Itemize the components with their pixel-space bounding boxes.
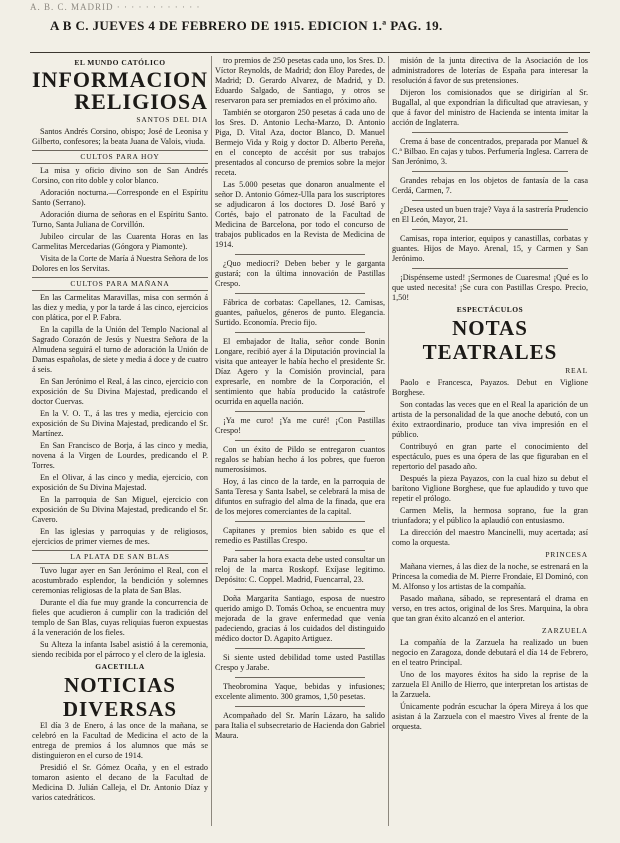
column-3 bbox=[392, 56, 588, 836]
paragraph: En San Jerónimo el Real, á las cinco, ejercicio con exposición de Su Divina Majestad, predicando el doctor Cuervas. bbox=[32, 377, 208, 406]
paragraph: Son contadas las veces que en el Real la aparición de un artista de la personalidad de la que anoche debutó, con un éxito extraordinario, produce tan viva impresión en el público. bbox=[392, 400, 588, 439]
running-title: A B C. JUEVES 4 DE FEBRERO DE 1915. EDICION 1.ª PAG. 19. bbox=[50, 18, 443, 33]
paragraph: Mañana viernes, á las diez de la noche, se estrenará en la Princesa la comedia de M. Pierre Frondaie, El Dominó, con M. Alfonso y los artistas de la compañía. bbox=[392, 562, 588, 591]
paragraph: En las Carmelitas Maravillas, misa con sermón á las diez y media, y por la tarde á las cinco, ejercicios con plática, por el P. Fabra. bbox=[32, 293, 208, 322]
paragraph: El día 3 de Enero, á las once de la mañana, se celebró en la Facultad de Medicina el acto de la entrega de premios á los alumnos que más se distinguieron en el curso de 1914. bbox=[32, 721, 208, 760]
advert-paragraph: Camisas, ropa interior, equipos y canastillas, corbatas y guantes. Hijos de Mayo. Arenal, 15, y Carmen y San Jerónimo. bbox=[392, 234, 588, 263]
paragraph: Dijeron los comisionados que se dirigirían al Sr. Bugallal, al que expondrían la dificultad que atraviesan, y que á favor del ministro de Hacienda se intenta imitar la acción de Inglaterra. bbox=[392, 88, 588, 127]
separator bbox=[235, 589, 365, 590]
advert-paragraph: ¡Ya me curo! ¡Ya me curé! ¡Con Pastillas Crespo! bbox=[215, 416, 385, 435]
advert-paragraph: Crema á base de concentrados, preparada por Manuel & C.ª Bilbao. En cajas y tubos. Perfumería Inglesa. Carrera de San Jerónimo, 3. bbox=[392, 137, 588, 166]
separator bbox=[412, 132, 568, 133]
paragraph: Pasado mañana, sábado, se representará el drama en verso, en tres actos, original de los Sres. Marquina, la obra que tan gran éxito alcanzó en el anterior. bbox=[392, 594, 588, 623]
paragraph: Doña Margarita Santiago, esposa de nuestro querido amigo D. Tomás Ochoa, se encuentra muy mejorada de la grave enfermedad que venía padeciendo, gracias á los cuidados del distinguido médico doctor D. Agapito Artiguez. bbox=[215, 594, 385, 643]
column-divider-2 bbox=[388, 56, 389, 826]
paragraph: Acompañado del Sr. Marín Lázaro, ha salido para Italia el subsecretario de Hacienda don Gabriel Maura. bbox=[215, 711, 385, 740]
header-rule bbox=[30, 52, 590, 53]
paragraph: misión de la junta directiva de la Asociación de los administradores de loterías de España para interesar la resolución á favor de sus pretensiones. bbox=[392, 56, 588, 85]
paragraph: Hoy, á las cinco de la tarde, en la parroquia de Santa Teresa y Santa Isabel, se celebrará la misa de difuntos en sufragio del alma de la finada, que era de los mejores comerciantes de la capital. bbox=[215, 477, 385, 516]
paragraph: Santos Andrés Corsino, obispo; José de Leonisa y Gilberto, confesores; la beata Juana de Valois, viuda. bbox=[32, 127, 208, 146]
separator bbox=[235, 521, 365, 522]
paragraph: Con un éxito de Pildo se entregaron cuantos regalos se habían hecho á los pobres, que fueron numerosísimos. bbox=[215, 445, 385, 474]
separator bbox=[235, 440, 365, 441]
paragraph: La compañía de la Zarzuela ha realizado un buen negocio en Zaragoza, donde debutará el día 14 de Febrero, en el teatro Principal. bbox=[392, 638, 588, 667]
separator bbox=[235, 254, 365, 255]
paragraph: Adoración diurna de señoras en el Espíritu Santo. Turno, Santa Juliana de Corvillón. bbox=[32, 210, 208, 229]
section-kicker-espectaculos: ESPECTÁCULOS bbox=[456, 305, 524, 314]
separator bbox=[235, 677, 365, 678]
paragraph: Contribuyó en gran parte el conocimiento del espectáculo, pues es una ópera de las que figuraban en el repertorio del pasado año. bbox=[392, 442, 588, 471]
separator bbox=[235, 550, 365, 551]
paragraph: En las iglesias y parroquias y de religiosos, ejercicios de primer viernes de mes. bbox=[32, 527, 208, 546]
paragraph: Jubileo circular de las Cuarenta Horas en las Carmelitas Mercedarias (Góngora y Piamonte). bbox=[32, 232, 208, 251]
separator bbox=[412, 229, 568, 230]
column-2 bbox=[215, 56, 385, 836]
separator bbox=[412, 200, 568, 201]
section-kicker-gacetilla: GACETILLA bbox=[95, 662, 145, 671]
advert-paragraph: Theobromina Yaque, bebidas y infusiones; excelente alimento. 300 gramos, 1,50 pesetas. bbox=[215, 682, 385, 701]
paragraph: Adoración nocturna.—Corresponde en el Espíritu Santo (Serrano). bbox=[32, 188, 208, 207]
paragraph: Presidió el Sr. Gómez Ocaña, y en el estrado tomaron asiento el decano de la Facultad de Medicina D. Julián Calleja, el Dr. Antonio Díaz y varios catedráticos. bbox=[32, 763, 208, 802]
paragraph: Paolo e Francesca, Payazos. Debut en Viglione Borghese. bbox=[392, 378, 588, 397]
paragraph: El embajador de Italia, señor conde Bonin Longare, recibió ayer á la Diputación provincial la visita que anteayer le había hecho el presidente Sr. Díaz Agero y la Comisión provincial, para expresarle, en nombre de la Corporación, el sentimiento que había producido la catástrofe ocurrida en aquella nación. bbox=[215, 337, 385, 406]
paragraph: También se otorgaron 250 pesetas á cada uno de los Sres. D. Antonio Lecha-Marzo, D. Antonio Piga, D. Vital Aza, doctor Blanco, D. Manuel Bermejo Vida y Roig y doctor D. Alberto Pereña, en el concepto de accésit por sus trabajos presentados al concurso de premios sobre la mejor receta. bbox=[215, 108, 385, 177]
paragraph: Después la pieza Payazos, con la cual hizo su debut el barítono Viglione Borghese, que fue aplaudido y tuvo que repetir el prólogo. bbox=[392, 474, 588, 503]
advert-paragraph: ¡Dispénseme usted! ¡Sermones de Cuaresma! ¡Qué es lo que usted necesita! ¡Se cura con Pastillas Crespo. Precio, 1,50! bbox=[392, 273, 588, 302]
paragraph: Las 5.000 pesetas que donaron anualmente el señor D. Antonio Gómez-Ulla para los suscriptores se adjudicaron á los doctores D. José Baró y Cortés, bajo el patronato de la Facultad de Medicina de Barcelona, por todo el concurso de trabajos publicados en la Revista de Medicina de 1914. bbox=[215, 180, 385, 249]
paragraph: La misa y oficio divino son de San Andrés Corsino, con rito doble y color blanco. bbox=[32, 166, 208, 185]
separator bbox=[235, 332, 365, 333]
faded-header-line: A. B. C. MADRID · · · · · · · · · · · · bbox=[30, 2, 201, 12]
subhead-cultos-manana: CULTOS PARA MAÑANA bbox=[32, 277, 208, 291]
advert-paragraph: ¿Quo mediocri? Deben beber y le garganta gustará; con la última innovación de Pastillas Crespo. bbox=[215, 259, 385, 288]
subhead-santos: SANTOS DEL DIA bbox=[136, 115, 208, 124]
separator bbox=[412, 171, 568, 172]
separator bbox=[235, 648, 365, 649]
separator bbox=[235, 411, 365, 412]
advert-paragraph: ¿Desea usted un buen traje? Vaya á la sastrería Prudencio en El León, Mayor, 21. bbox=[392, 205, 588, 224]
advert-paragraph: Para saber la hora exacta debe usted consultar un reloj de la marca Roskopf. Exíjase legitimo. Depósito: C. Coppel. Madrid, Fuencarral, 23. bbox=[215, 555, 385, 584]
paragraph: Visita de la Corte de María á Nuestra Señora de los Dolores en los Servitas. bbox=[32, 254, 208, 273]
paragraph: En San Francisco de Borja, á las cinco y media, novena á la Virgen de Lourdes, predicando el P. Torres. bbox=[32, 441, 208, 470]
paragraph: En el Olivar, á las cinco y media, ejercicio, con exposición de Su Divina Majestad. bbox=[32, 473, 208, 492]
subhead-zarzuela: ZARZUELA bbox=[542, 626, 588, 635]
subhead-cultos-hoy: CULTOS PARA HOY bbox=[32, 150, 208, 164]
separator bbox=[412, 268, 568, 269]
paragraph: Uno de los mayores éxitos ha sido la reprise de la zarzuela El Anillo de Hierro, que interpretan los artistas de la Zarzuela. bbox=[392, 670, 588, 699]
advert-paragraph: Capitanes y premios bien sabido es que el remedio es Pastillas Crespo. bbox=[215, 526, 385, 545]
subhead-princesa: PRINCESA bbox=[545, 550, 588, 559]
column-divider-1 bbox=[211, 56, 212, 826]
page-header bbox=[30, 2, 590, 38]
subhead-real: REAL bbox=[565, 366, 588, 375]
separator bbox=[235, 293, 365, 294]
paragraph: La dirección del maestro Mancinelli, muy acertada; así como la orquesta. bbox=[392, 528, 588, 547]
headline-noticias-diversas: NOTICIAS DIVERSAS bbox=[62, 673, 178, 721]
advert-paragraph: Fábrica de corbatas: Capellanes, 12. Camisas, guantes, pañuelos, géneros de punto. Elegancia. Surtido. Economía. Precio fijo. bbox=[215, 298, 385, 327]
section-kicker: EL MUNDO CATÓLICO bbox=[74, 58, 166, 67]
column-1 bbox=[32, 56, 208, 836]
headline-religiosa: RELIGIOSA bbox=[74, 89, 208, 114]
paragraph: Durante el día fue muy grande la concurrencia de fieles que acudieron á cumplir con la tradición del templo de San Blas, cuyas reliquias fueron expuestas á la veneración de los fieles. bbox=[32, 598, 208, 637]
paragraph: Su Alteza la infanta Isabel asistió á la ceremonia, siendo recibida por el párroco y el clero de la iglesia. bbox=[32, 640, 208, 659]
paragraph: En la parroquia de San Miguel, ejercicio con exposición de Su Divina Majestad, predicando el Sr. Cavero. bbox=[32, 495, 208, 524]
headline-notas-teatrales: NOTAS TEATRALES bbox=[422, 316, 558, 364]
headline-informacion: INFORMACION bbox=[32, 67, 208, 92]
paragraph: Carmen Melis, la hermosa soprano, fue la gran triunfadora; y el público la aplaudió con entusiasmo. bbox=[392, 506, 588, 525]
paragraph: Únicamente podrán escuchar la ópera Mireya á los que asistan á la Zarzuela con el maestro Vives al frente de la orquesta. bbox=[392, 702, 588, 731]
advert-paragraph: Grandes rebajas en los objetos de fantasía de la casa Cerdá, Carmen, 7. bbox=[392, 176, 588, 195]
paragraph: Tuvo lugar ayer en San Jerónimo el Real, con el acostumbrado esplendor, la bendición y solemnes ceremonias religiosas de la plata de San Blas. bbox=[32, 566, 208, 595]
separator bbox=[235, 706, 365, 707]
advert-paragraph: Si siente usted debilidad tome usted Pastillas Crespo y Jarabe. bbox=[215, 653, 385, 672]
subhead-plata-san-blas: LA PLATA DE SAN BLAS bbox=[32, 550, 208, 564]
paragraph: tro premios de 250 pesetas cada uno, los Sres. D. Víctor Reynolds, de Madrid; don Eloy Paredes, de Madrid; D. Gerardo Alvarez, de Madrid, y D. Eduardo Salgado, de Santiago, y otros se reservaron para ser premiados en el próximo año. bbox=[215, 56, 385, 105]
paragraph: En la V. O. T., á las tres y media, ejercicio con exposición de Su Divina Majestad, predicando el Sr. Martínez. bbox=[32, 409, 208, 438]
paragraph: En la capilla de la Unión del Templo Nacional al Sagrado Corazón de Jesús y Nuestra Señora de la Almudena seguirá el turno de adoración la Unión de Damas españolas, de siete y media á doce y de cuatro á seis. bbox=[32, 325, 208, 374]
